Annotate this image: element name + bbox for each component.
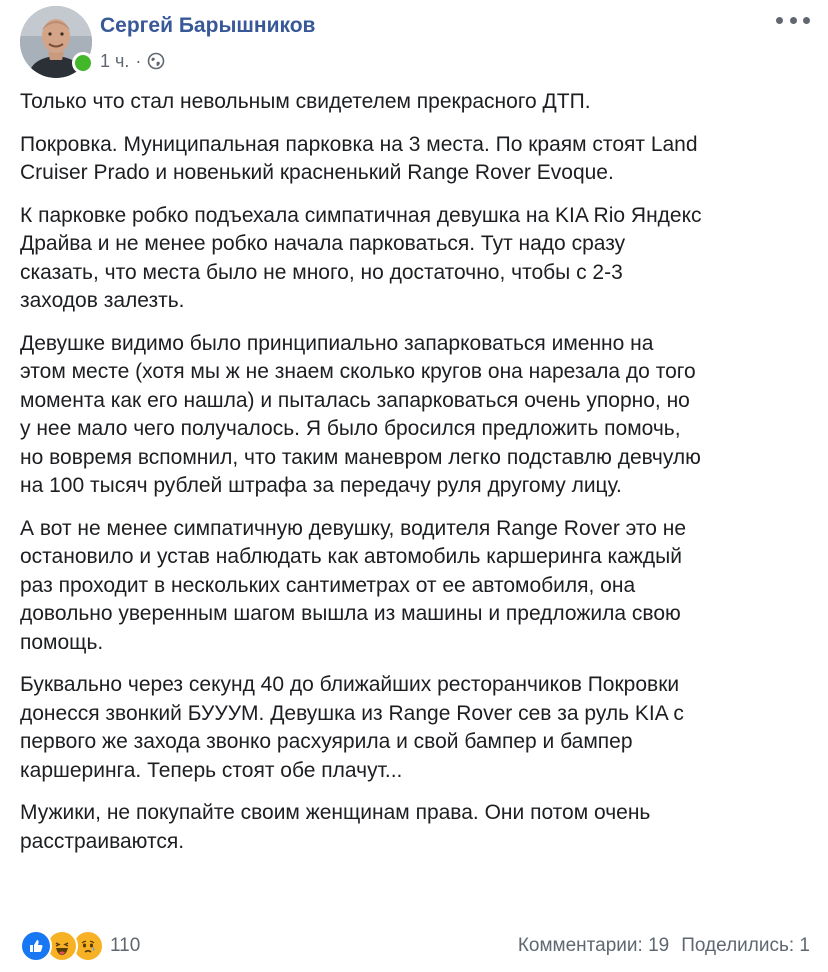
globe-icon[interactable] <box>147 52 165 70</box>
more-options-icon[interactable] <box>776 10 810 30</box>
post-paragraph: К парковке робко подъехала симпатичная девушка на KIA Rio Яндекс Драйва и не менее робко начала парковаться. Тут надо сразу сказать, что места было не много, но достаточно, чтобы с 2-3 заходов залезть. <box>20 203 702 312</box>
post-paragraph: Покровка. Муниципальная парковка на 3 места. По краям стоят Land Cruiser Prado и новенький красненький Range Rover Evoque. <box>20 132 698 184</box>
author-avatar[interactable] <box>20 6 92 78</box>
post-meta <box>100 50 165 72</box>
online-status-dot <box>72 52 94 74</box>
post-paragraph: Буквально через секунд 40 до ближайших ресторанчиков Покровки донесся звонкий БУУУМ. Девушка из Range Rover сев за руль KIA с первого же захода звонко расхуярила и свой бампер и бампер каршеринга. Теперь стоят обе плачут... <box>20 673 684 782</box>
author-name[interactable]: Сергей Барышников <box>100 14 316 37</box>
reactions-summary[interactable] <box>20 930 140 962</box>
post-header <box>20 6 810 78</box>
post-stats <box>518 935 810 957</box>
post-paragraph: Только что стал невольным свидетелем прекрасного ДТП. <box>20 90 591 113</box>
post-footer <box>20 926 810 966</box>
meta-separator: · <box>135 50 142 71</box>
reaction-count[interactable]: 110 <box>110 935 141 956</box>
post-text <box>20 88 810 870</box>
post-paragraph: Мужики, не покупайте своим женщинам права. Они потом очень расстраиваются. <box>20 801 651 853</box>
post-timestamp[interactable]: 1 ч. <box>100 50 130 71</box>
post-paragraph: Девушке видимо было принципиально запарковаться именно на этом месте (хотя мы ж не знаем сколько кругов она нарезала до того момента как его нашла) и пыталась запарковаться очень упорно, но у нее мало чего получалось. Я было бросился предложить помочь, но вовремя вспомнил, что таким маневром легко подставлю девчулю на 100 тысяч рублей штрафа за передачу руля другому лицу. <box>20 331 701 497</box>
comments-count-link[interactable]: Комментарии: 19 <box>517 935 670 956</box>
post-paragraph: А вот не менее симпатичную девушку, водителя Range Rover это не остановило и устав наблюдать как автомобиль каршеринга каждый раз проходит в нескольких сантиметрах от ее автомобиля, она довольно уверенным шагом вышла из машины и предложила свою помощь. <box>20 516 687 654</box>
like-icon <box>20 930 52 962</box>
shares-count-link[interactable]: Поделились: 1 <box>681 935 810 956</box>
